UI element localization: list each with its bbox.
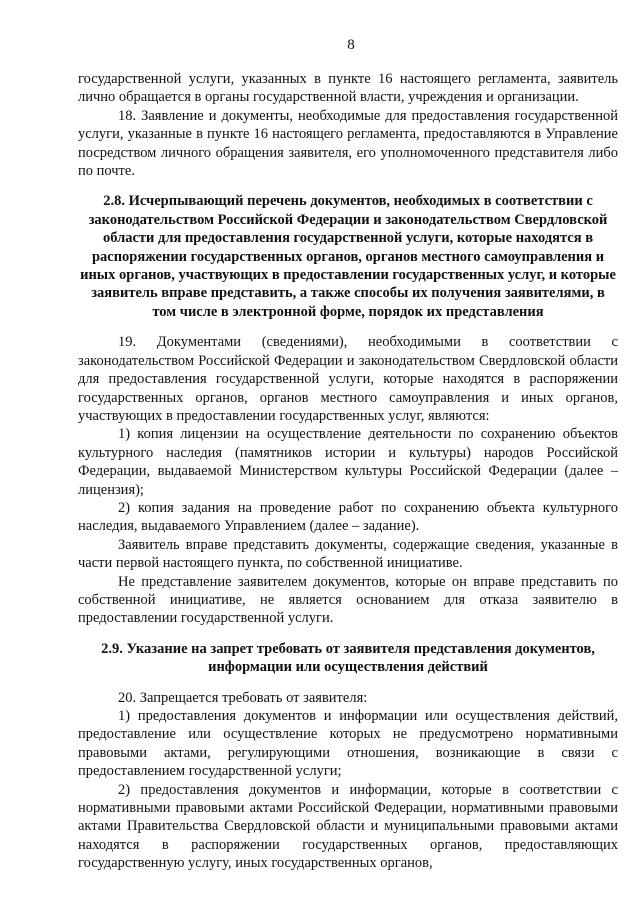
list-item-license: 1) копия лицензии на осуществление деятельности по сохранению объектов культурного наследия (памятников истории и культуры) народов Российской Федерации, выдаваемой Министерством культуры Российской Федерации (далее – лицензия); xyxy=(78,426,618,498)
document-page xyxy=(78,36,618,873)
paragraph-18: 18. Заявление и документы, необходимые для предоставления государственной услуги, указанные в пункте 16 настоящего регламента, предоставляются в Управление посредством личного обращения заявителя, его уполномоченного представителя либо по почте. xyxy=(78,107,618,180)
list-item-prohibition-2: 2) предоставления документов и информации, которые в соответствии с нормативными правовыми актами Российской Федерации, нормативными правовыми актами Правительства Свердловской области и муниципальными правовыми актами находятся в распоряжении государственных органов, предоставляющих государственную услугу, иных государственных органов, xyxy=(78,781,618,872)
section-heading-2-9: 2.9. Указание на запрет требовать от заявителя представления документов, информации или осуществления действий xyxy=(101,640,595,676)
paragraph-applicant-right: Заявитель вправе представить документы, содержащие сведения, указанные в части первой настоящего пункта, по собственной инициативе. xyxy=(78,536,618,572)
paragraph-20: 20. Запрещается требовать от заявителя: xyxy=(118,689,368,706)
paragraph-non-submission: Не представление заявителем документов, которые он вправе представить по собственной инициативе, не является основанием для отказа заявителю в предоставлении государственной услуги. xyxy=(78,573,618,627)
paragraph-19: 19. Документами (сведениями), необходимыми в соответствии с законодательством Российской Федерации и законодательством Свердловской области для предоставления государственной услуги, которые находятся в распоряжении государственных органов, органов местного самоуправления и иных органов, участвующих в предоставлении государственных услуг, являются: xyxy=(78,334,618,424)
list-item-prohibition-1: 1) предоставления документов и информации или осуществления действий, предоставление или осуществление которых не предусмотрено нормативными правовыми актами, регулирующими отношения, возникающие в связи с предоставлением государственной услуги; xyxy=(78,708,618,780)
page-number: 8 xyxy=(347,37,355,53)
list-item-assignment: 2) копия задания на проведение работ по сохранению объекта культурного наследия, выдаваемого Управлением (далее – задание). xyxy=(78,499,618,535)
section-heading-2-8: 2.8. Исчерпывающий перечень документов, необходимых в соответствии с законодательством Российской Федерации и законодательством Свердловской области для предоставления государственной услуги, которые находятся в распоряжении государственных органов, органов местного самоуправления и иных органов, участвующих в предоставлении государственных услуг, и которые заявитель вправе представить, а также способы их получения заявителями, в том числе в электронной форме, порядок их представления xyxy=(80,193,616,320)
paragraph-continuation: государственной услуги, указанных в пункте 16 настоящего регламента, заявитель лично обращается в органы государственной власти, учреждения и организации. xyxy=(78,71,618,106)
